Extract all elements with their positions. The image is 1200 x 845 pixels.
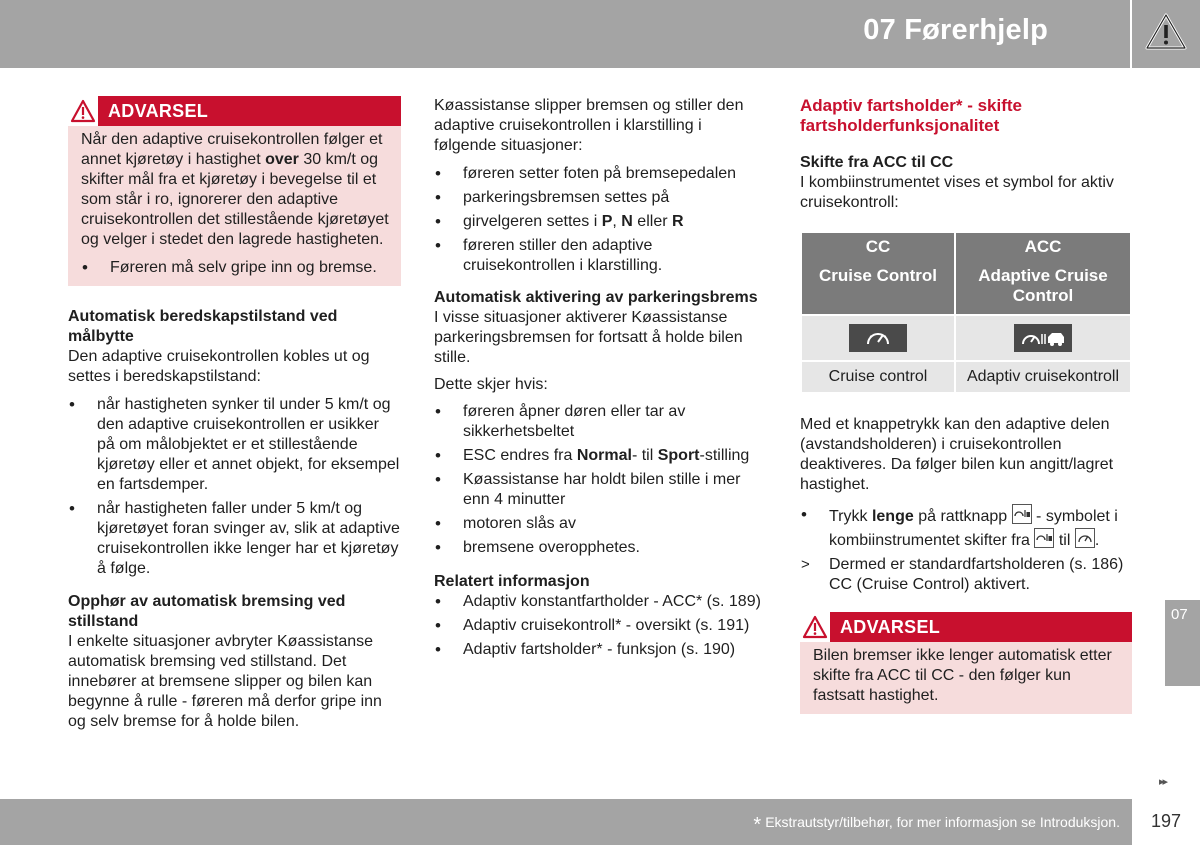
gear-sep: eller	[632, 213, 672, 230]
page-footer	[0, 799, 1132, 845]
related-link[interactable]: • Adaptiv konstantfartholder - ACC* (s. 189)	[434, 592, 767, 612]
esc-normal: Normal	[576, 447, 632, 464]
list-item: • når hastigheten faller under 5 km/t og kjøretøyet foran svinger av, slik at adaptive cruisekontrollen ikke lenger har et kjøretøy å følge.	[68, 499, 401, 579]
warning-text-a: Når den adaptive cruisekontrollen følger et annet kjøretøy i hastighet	[81, 131, 383, 168]
chapter-icon-box	[1132, 0, 1200, 68]
esc-sport: Sport	[657, 447, 700, 464]
section-text: I kombiinstrumentet vises et symbol for aktiv cruisekontroll:	[800, 174, 1114, 211]
bullet-list	[434, 402, 767, 558]
table-header-top: ACC	[1024, 237, 1062, 256]
table-header-acc	[955, 232, 1131, 315]
column-left	[68, 96, 401, 732]
list-item: • parkeringsbremsen settes på	[434, 188, 767, 208]
chapter-title: 07 Førerhjelp	[863, 14, 1048, 46]
warning-icon-box	[800, 612, 830, 642]
adaptive-cruise-car-icon	[1014, 324, 1072, 352]
cc-symbol-icon	[1075, 528, 1095, 548]
section-heading: Automatisk beredskapstilstand ved målbytte	[68, 308, 338, 345]
related-heading: Relatert informasjon	[434, 573, 590, 590]
table-header-top: CC	[865, 237, 891, 256]
result-item: > Dermed er standardfartsholderen (s. 186) CC (Cruise Control) aktivert.	[800, 555, 1132, 595]
section-text: Den adaptive cruisekontrollen kobles ut og settes i beredskapstilstand:	[68, 348, 370, 385]
section-title: Adaptiv fartsholder* - skifte fartsholderfunksjonalitet	[800, 96, 1022, 135]
warning-icon-box	[68, 96, 98, 126]
warning-text	[81, 130, 389, 250]
step-text: .	[1094, 532, 1100, 549]
page-number-box	[1132, 799, 1200, 845]
step-list	[800, 504, 1132, 552]
list-item: • føreren stiller den adaptive cruisekontrollen i klarstilling.	[434, 236, 767, 276]
page-header	[0, 0, 1130, 68]
warning-box	[800, 612, 1132, 714]
list-item: • føreren åpner døren eller tar av sikkerhetsbeltet	[434, 402, 767, 442]
list-item: • motoren slås av	[434, 514, 767, 534]
gear-sep: ,	[612, 213, 622, 230]
warning-label: ADVARSEL	[840, 617, 941, 637]
section-text: Dette skjer hvis:	[434, 376, 548, 393]
warning-label: ADVARSEL	[108, 101, 209, 121]
step-text: på rattknapp	[913, 508, 1012, 525]
gear-n: N	[621, 213, 633, 230]
table-cell: Cruise control	[801, 361, 955, 393]
table-icon-cell	[955, 315, 1131, 361]
acc-button-icon	[1012, 504, 1032, 524]
section-heading: Automatisk aktivering av parkeringsbrems	[434, 289, 758, 306]
section-text: I enkelte situasjoner avbryter Køassistanse automatisk bremsing ved stillstand. Det innebører at bremsene slipper og bilen kan begynne å rulle - føreren må derfor gripe inn og selv bremse for å holde bilen.	[68, 633, 382, 730]
warning-bullets	[81, 258, 389, 278]
section-text: I visse situasjoner aktiverer Køassistanse parkeringsbremsen for fortsatt å holde bilen stille.	[434, 309, 743, 366]
gear-r: R	[671, 213, 684, 230]
section-heading: Opphør av automatisk bremsing ved stillstand	[68, 593, 346, 630]
warning-text-b: 30 km/t og skifter mål fra et kjøretøy i bevegelse til et som står i ro, ignorerer den adaptive cruisekontrollen det stillestående kjøretøyet og velger i stedet den lagrede hastigheten.	[81, 151, 389, 248]
esc-text: ESC endres fra	[463, 447, 577, 464]
warning-header	[800, 612, 1132, 642]
warning-triangle-icon	[802, 615, 828, 639]
column-middle	[434, 96, 767, 660]
warning-text-bold: over	[265, 151, 299, 168]
footnote-star: *	[753, 814, 762, 836]
list-item: • Køassistanse har holdt bilen stille i mer enn 4 minutter	[434, 470, 767, 510]
table-icon-cell	[801, 315, 955, 361]
related-link[interactable]: • Adaptiv cruisekontroll* - oversikt (s. 191)	[434, 616, 767, 636]
column-right	[800, 96, 1132, 714]
step-text: Trykk	[829, 508, 872, 525]
related-link[interactable]: • Adaptiv fartsholder* - funksjon (s. 190)	[434, 640, 767, 660]
table-header-bottom: Cruise Control	[818, 266, 938, 285]
warning-triangle-icon	[70, 99, 96, 123]
warning-triangle-icon	[1144, 12, 1188, 52]
gear-text: girvelgeren settes i	[463, 213, 602, 230]
chapter-tab[interactable]	[1165, 600, 1200, 686]
step-bold: lenge	[871, 508, 914, 525]
section-heading: Skifte fra ACC til CC	[800, 154, 954, 171]
warning-header	[68, 96, 401, 126]
esc-text: - til	[631, 447, 658, 464]
bullet-list	[68, 395, 401, 579]
chapter-number: 07	[1171, 606, 1188, 623]
list-item: • bremsene overopphetes.	[434, 538, 767, 558]
section-text: Med et knappetrykk kan den adaptive delen (avstandsholderen) i cruisekontrollen deaktiveres. Da følger bilen kun angitt/lagret hastighet.	[800, 416, 1114, 493]
list-item: • føreren setter foten på bremsepedalen	[434, 164, 767, 184]
warning-text: Bilen bremser ikke lenger automatisk etter skifte fra ACC til CC - den følger kun fastsatt hastighet.	[813, 647, 1112, 704]
table-header-bottom: Adaptive Cruise Control	[978, 266, 1108, 305]
table-header-cc	[801, 232, 955, 315]
list-item: • Føreren må selv gripe inn og bremse.	[81, 258, 389, 278]
next-page-icon[interactable]: ▸▸	[1159, 776, 1167, 788]
warning-body	[68, 126, 401, 286]
table-cell: Adaptiv cruisekontroll	[955, 361, 1131, 393]
list-item	[434, 446, 767, 466]
page-number: 197	[1151, 811, 1182, 831]
related-list	[434, 592, 767, 660]
step-item	[800, 504, 1132, 552]
intro-text: Køassistanse slipper bremsen og stiller den adaptive cruisekontrollen i klarstilling i følgende situasjoner:	[434, 97, 744, 154]
step-text: - symbolet i kombiinstrumentet skifter fra	[829, 508, 1118, 549]
result-list	[800, 555, 1132, 595]
list-item	[434, 212, 767, 232]
footnote	[753, 814, 1120, 837]
warning-body	[800, 642, 1132, 714]
gear-p: P	[601, 213, 613, 230]
list-item: • når hastigheten synker til under 5 km/t og den adaptive cruisekontrollen er usikker på om målobjektet er et stillestående kjøretøy eller et annet objekt, for eksempel en fartsdemper.	[68, 395, 401, 495]
bullet-list	[434, 164, 767, 276]
esc-text: -stilling	[699, 447, 750, 464]
cruise-mode-table	[800, 231, 1132, 394]
acc-symbol-icon	[1034, 528, 1054, 548]
warning-box	[68, 96, 401, 286]
speedometer-icon	[849, 324, 907, 352]
footnote-text: Ekstrautstyr/tilbehør, for mer informasjon se Introduksjon.	[765, 814, 1120, 830]
step-text: til	[1054, 532, 1075, 549]
